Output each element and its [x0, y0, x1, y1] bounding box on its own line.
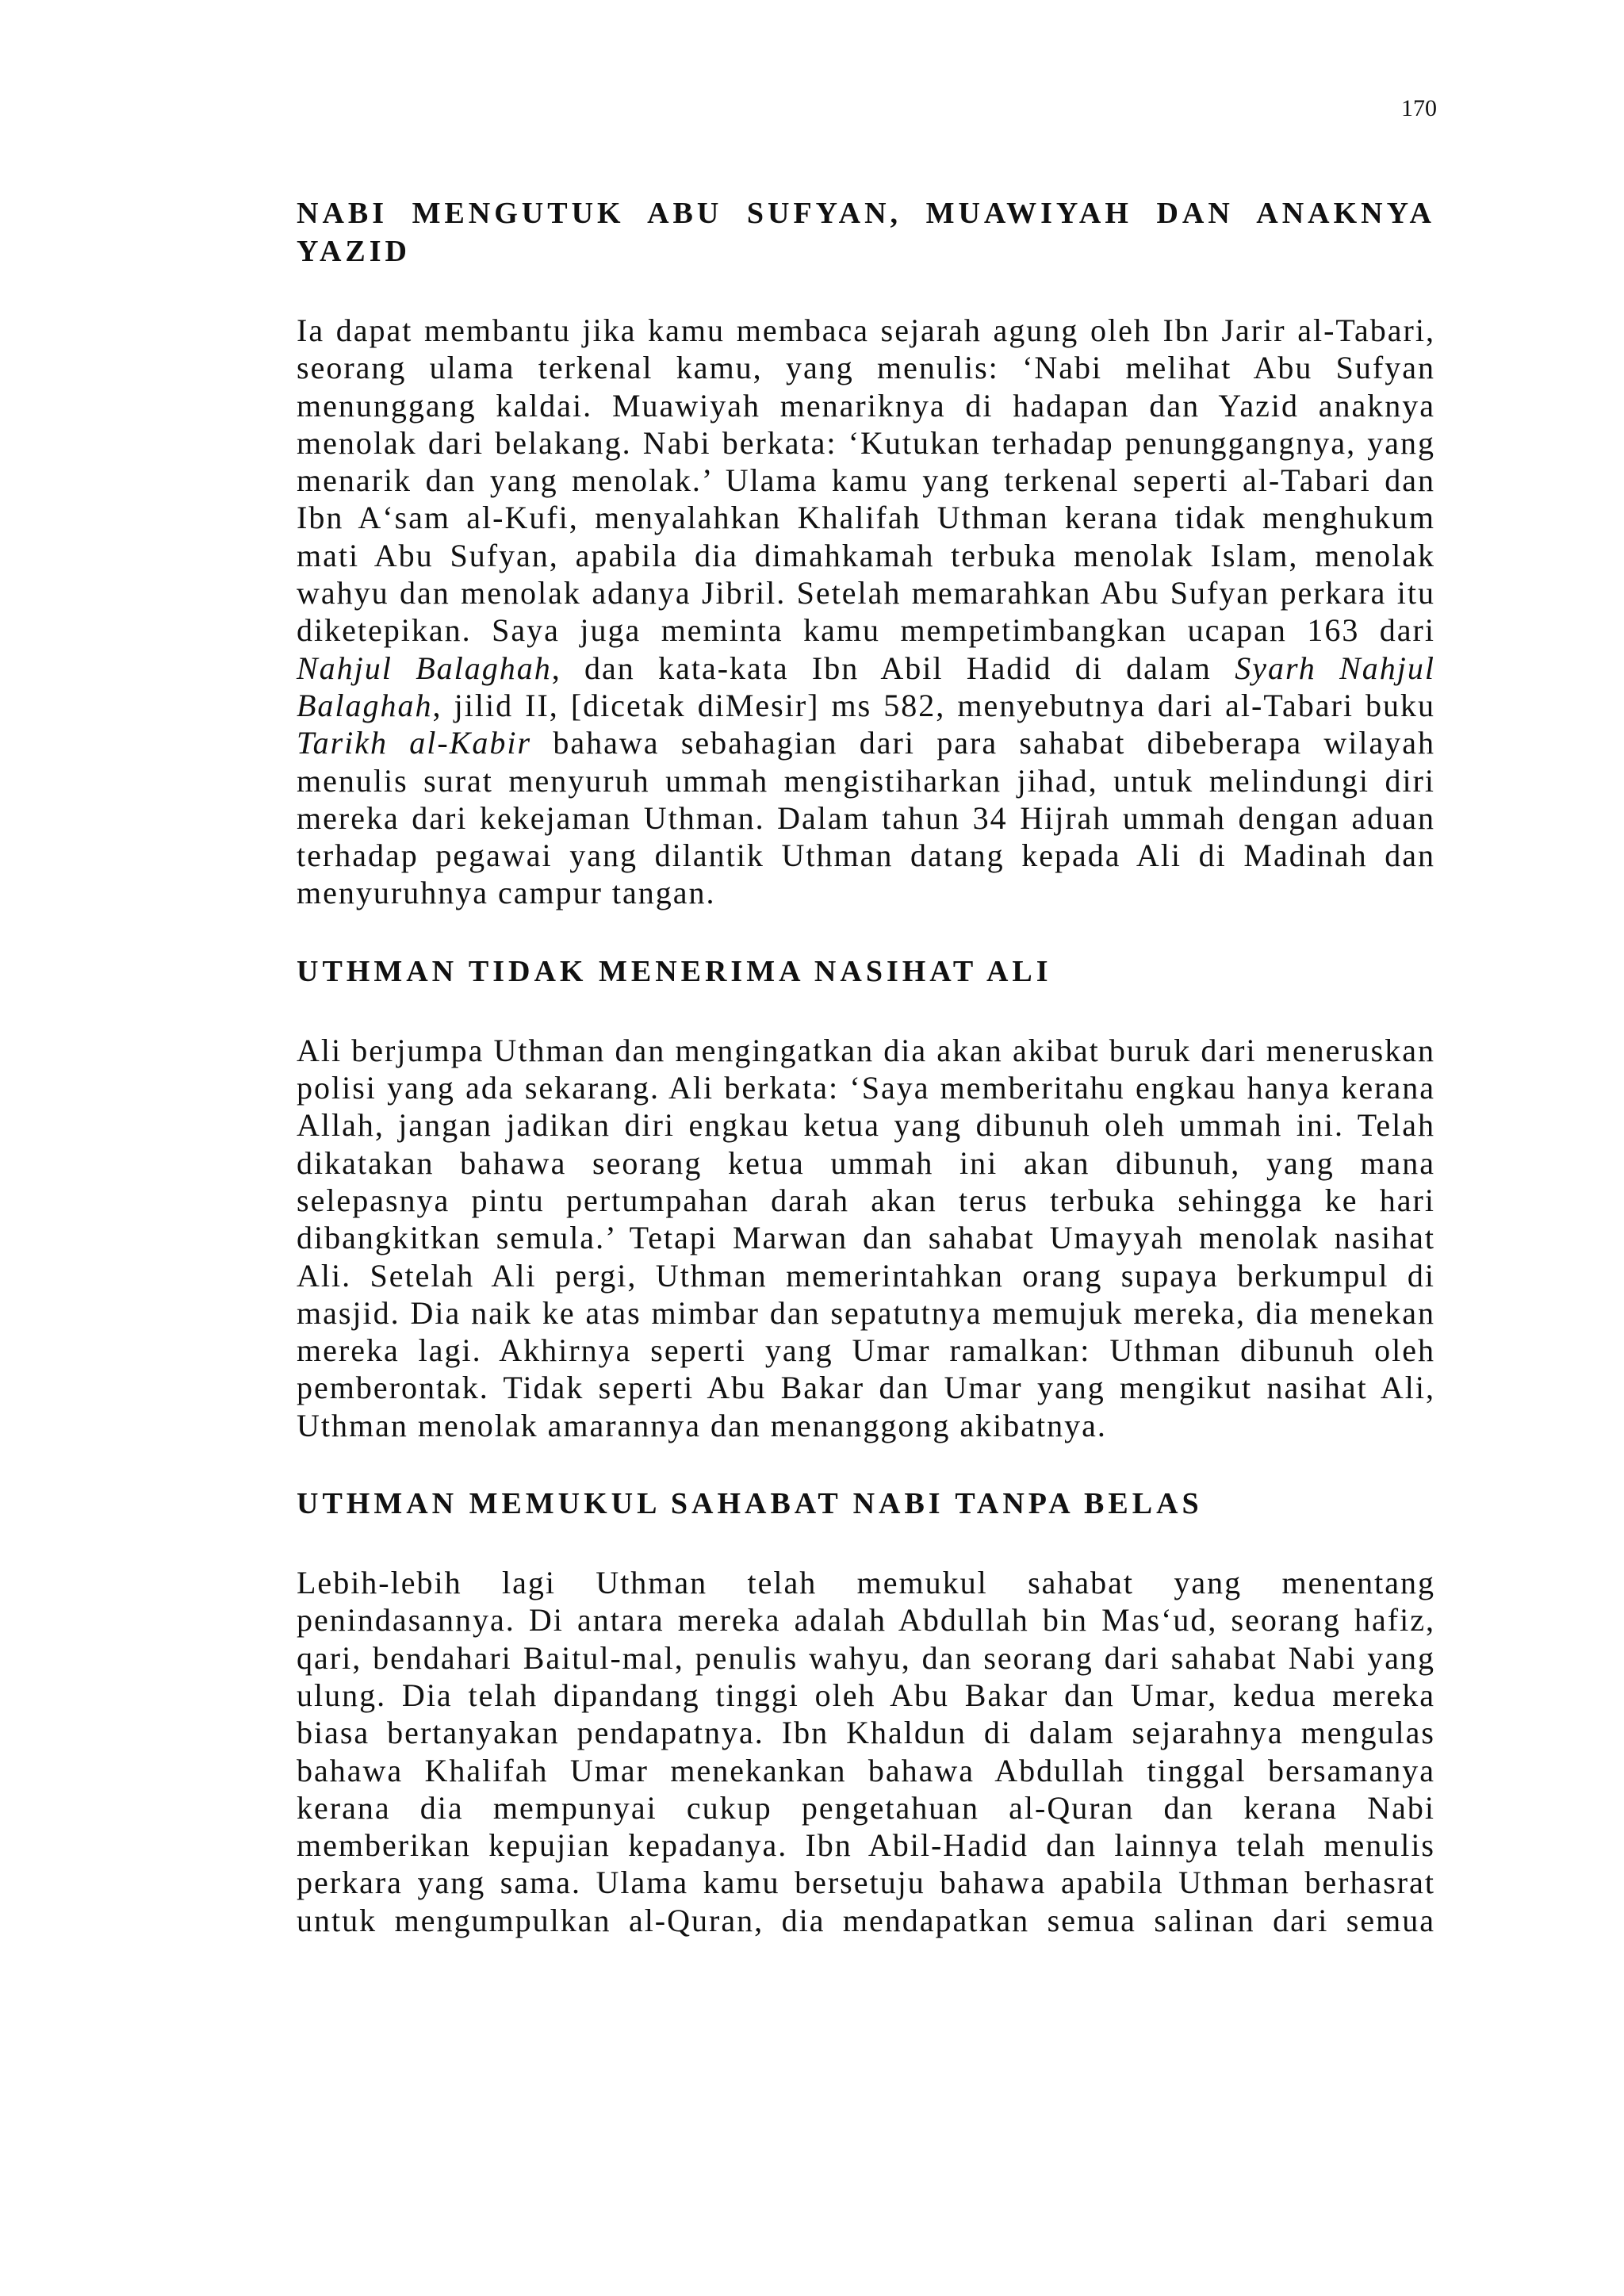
paragraph-text: , jilid II, [dicetak diMesir] ms 582, menyebutnya dari al-Tabari buku [432, 687, 1435, 723]
page-content [297, 194, 1435, 1939]
book-title: Syarh Nahjul Balaghah [297, 650, 1435, 723]
section-heading: UTHMAN TIDAK MENERIMA NASIHAT ALI [297, 954, 1052, 988]
paragraph-text: Ia dapat membantu jika kamu membaca sejarah agung oleh Ibn Jarir al-Tabari, seorang ulama terkenal kamu, yang menulis: ‘Nabi melihat Abu Sufyan menunggang kaldai. Muawiyah menariknya di hadapan dan Yazid anaknya menolak dari belakang. Nabi berkata: ‘Kutukan terhadap penunggangnya, yang menarik dan yang menolak.’ Ulama kamu yang terkenal seperti al-Tabari dan Ibn A‘sam al-Kufi, menyalahkan Khalifah Uthman kerana tidak menghukum mati Abu Sufyan, apabila dia dimahkamah terbuka menolak Islam, menolak wahyu dan menolak adanya Jibril. Setelah memarahkan Abu Sufyan perkara itu diketepikan. Saya juga meminta kamu mempetimbangkan ucapan 163 dari [297, 312, 1435, 649]
paragraph-text: bahawa sebahagian dari para sahabat dibeberapa wilayah menulis surat menyuruh ummah mengistiharkan jihad, untuk melindungi diri mereka dari kekejaman Uthman. Dalam tahun 34 Hijrah ummah dengan aduan terhadap pegawai yang dilantik Uthman datang kepada Ali di Madinah dan menyuruhnya campur tangan. [297, 725, 1435, 911]
section-paragraph: Ali berjumpa Uthman dan mengingatkan dia akan akibat buruk dari meneruskan polisi yang ada sekarang. Ali berkata: ‘Saya memberitahu engkau hanya kerana Allah, jangan jadikan diri engkau ketua yang dibunuh oleh ummah ini. Telah dikatakan bahawa seorang ketua ummah ini akan dibunuh, yang mana selepasnya pintu pertumpahan darah akan terus terbuka sehingga ke hari dibangkitkan semula.’ Tetapi Marwan dan sahabat Umayyah menolak nasihat Ali. Setelah Ali pergi, Uthman memerintahkan orang supaya berkumpul di masjid. Dia naik ke atas mimbar dan sepatutnya memujuk mereka, dia menekan mereka lagi. Akhirnya seperti yang Umar ramalkan: Uthman dibunuh oleh pemberontak. Tidak seperti Abu Bakar dan Umar yang mengikut nasihat Ali, Uthman menolak amarannya dan menanggong akibatnya. [297, 1032, 1435, 1443]
book-title: Nahjul Balaghah [297, 650, 552, 686]
page-number: 170 [1401, 95, 1437, 121]
section-heading: UTHMAN MEMUKUL SAHABAT NABI TANPA BELAS [297, 1487, 1203, 1521]
paragraph-text: , dan kata-kata Ibn Abil Hadid di dalam [551, 650, 1235, 686]
section-paragraph: Lebih-lebih lagi Uthman telah memukul sahabat yang menentang penindasannya. Di antara mereka adalah Abdullah bin Mas‘ud, seorang hafiz, qari, bendahari Baitul-mal, penulis wahyu, dan seorang dari sahabat Nabi yang ulung. Dia telah dipandang tinggi oleh Abu Bakar dan Umar, kedua mereka biasa bertanyakan pendapatnya. Ibn Khaldun di dalam sejarahnya mengulas bahawa Khalifah Umar menekankan bahawa Abdullah tinggal bersamanya kerana dia mempunyai cukup pengetahuan al-Quran dan kerana Nabi memberikan kepujian kepadanya. Ibn Abil-Hadid dan lainnya telah menulis perkara yang sama. Ulama kamu bersetuju bahawa apabila Uthman berhasrat untuk mengumpulkan al-Quran, dia mendapatkan semua salinan dari semua [297, 1565, 1435, 1938]
section-paragraph [297, 312, 1435, 912]
section-heading: NABI MENGUTUK ABU SUFYAN, MUAWIYAH DAN ANAKNYA YAZID [297, 197, 1435, 268]
book-title: Tarikh al-Kabir [297, 725, 532, 761]
